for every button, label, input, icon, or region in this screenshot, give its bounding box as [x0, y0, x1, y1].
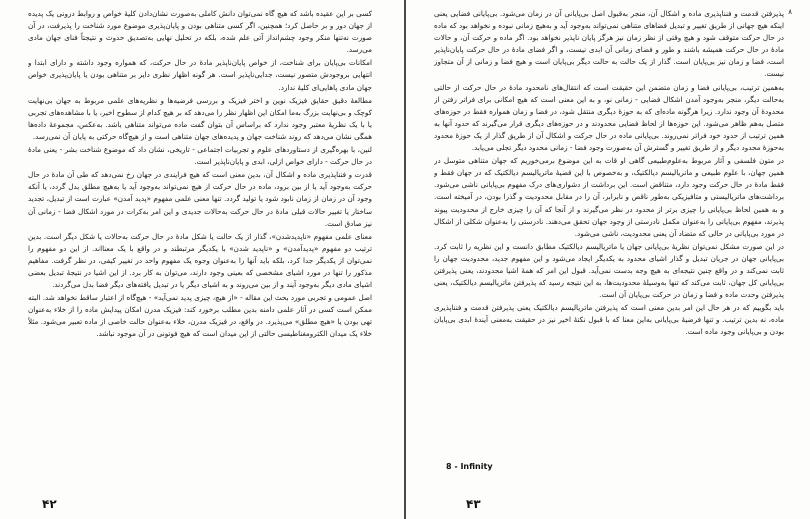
left-paragraph-4: لنین، با بهره‌گیری از دستاوردهای علوم و تجربیات اجتماعی - تاریخی، نشان داد که موضوع شناخت بشر - یعنی مادهٔ در حال حرکت - دارای خواص ازلی، ابدی و پایان‌ناپذیر است.	[28, 145, 372, 167]
left-paragraph-7: اصل عمومی و تجربی مورد بحث این مقاله - «از هیچ، چیزی پدید نمی‌آید» - هیچ‌گاه از اعتبار ساقط نخواهد شد. البته ممکن است کسی در آثار علمی دامنه بدین مطلب برخورد کند: فیزیک مدرن امکان پیدایش ماده را از خلاء به‌عنوان تهی بودن یا «هیچ مطلق» می‌پذیرد. در واقع، در فیزیک مدرن، خلاء به‌عنوان حالت خاصی از ماده تعبیر می‌شود. مثلاً خلاء یک میدان الکترومغناطیسی حالتی از این میدان است که هیچ فوتونی در آن موجود نباشد.	[28, 293, 372, 339]
left-page-body	[28, 8, 372, 488]
left-page-number: ۴۲	[42, 497, 57, 511]
left-page	[0, 0, 404, 519]
right-page-number: ۴۳	[466, 497, 481, 511]
right-page-body	[434, 8, 784, 436]
left-paragraph-1: کسی بر این عقیده باشد که هیچ گاه نمی‌توان دانش کاملی به‌صورت نشان‌دادن کلیهٔ خواص و روابط درونی یک پدیده از جهان دور و بر حاصل کرد؛ همچنین، اگر کسی متناهی بودن و پایان‌پذیری موضوع مورد شناخت را پذیرفت، در آن صورت نه‌تنها منکر وجود چشم‌انداز آتی علم شده، بلکه در تحلیل نهایی به‌تصدیق حدوث و نتیجتاً فنای جهان مادی می‌رسد.	[28, 9, 372, 55]
right-paragraph-5: باید بگوییم که در هر حال این امر بدین معنی است که پذیرفتن ماتریالیسم دیالکتیک یعنی پذیرفتن قدمت و فنناپذیری ماده، نه بدین ترتیب. و تنها فرضیهٔ بی‌پایانی به‌این معنا که با قبول نکتهٔ اخیر نیز در حقیقت به‌معنی آیندهٔ ابدی بی‌پایان بودن و بی‌پایانی وجود ماده است.	[434, 303, 784, 337]
right-page	[406, 0, 810, 519]
right-paragraph-1: پذیرفتن قدمت و فنناپذیری ماده و اشکال آن، منجر به‌قبول اصل بی‌پایانی آن در زمان می‌شود. بی‌پایانی فضایی یعنی اینکه هیچ جهانی از طریق تغییر و تبدیل فضاهای متناهی نمی‌تواند به‌وجود آید و به‌هیچ زمانی نبوده و نخواهد بود که ماده در حال حرکت متوقف شود و هیچ وقتی از نظر زمان نیز هرگز پایان ناپذیر نخواهد بود. اگر ماده و حرکت آن، و حالات مادهٔ در حال حرکت همیشه باشند و طور و فضای زمانی آن ابدی نیست، و اگر فضای مادهٔ در حال حرکت پایان‌ناپذیر است، فضا و زمان نیز بی‌پایان است. گذار از یک حالت به حالت دیگر بی‌پایان است و هیچ فضا و زمانی از آن متجاوز نیست.	[434, 9, 784, 79]
chapter-footer-label: 8 - Infinity	[446, 462, 493, 471]
left-paragraph-3: مطالعهٔ دقیق حقایق فیزیک نوین و اختر فیزیک و بررسی فرضیه‌ها و نظریه‌های علمی مربوط به جهان بی‌نهایت کوچک و بی‌نهایت بزرگ به‌ما امکان این اظهار نظر را می‌دهد که بر هیچ کدام از سطوح اخیر، یا با مشاهده‌های تجربی یا با یک نظریهٔ معتبر وجود ندارد که براساس آن بتوان گفت ماده می‌تواند متناهی باشد. به‌عکس، مجموعهٔ داده‌ها همگی نشان می‌دهد که روند شناخت جهان و پدیده‌های جهان متناهی است و از هیچ‌گاه حرکتی به پایان آن نمی‌رسد.	[28, 95, 372, 141]
footnote-marker: ۸	[788, 8, 792, 16]
left-paragraph-2: امکانات بی‌پایان برای شناخت، از خواص پایان‌ناپذیر مادهٔ در حال حرکت، که همواره وجود داشته و دارای ابتدا و انتهایی بروجودش متصور نیست، جدایی‌ناپذیر است. هر گونه اظهار نظری دایر بر متناهی بودن یا پایان‌پذیری خواص جهان مادی پاهایی‌ای کلیهٔ ندارد.	[28, 58, 372, 92]
right-paragraph-4: در این صورت مشکل نمی‌توان نظریهٔ بی‌پایانی جهان یا ماتریالیسم دیالکتیک مطابق دانست و این نظریه را ثابت کرد. بی‌پایانی جهان در جریان تبدیل و گذار اشیای محدود به یکدیگر ایجاد می‌شود و این مفهوم جدید، محدودیت جهان را ثابت نمی‌کند و در واقع چنین نتیجه‌ای به هیچ وجه بدست نمی‌آید. قبول این امر که همهٔ اشیا محدودند، یعنی پذیرفتن بی‌پایانی کل جهان، ثابت می‌کند که تنها به‌وسیلهٔ محدودیت‌ها، به این نتیجه رسید که پذیرفتن ماتریالیسم دیالکتیک، یعنی پذیرفتن وحدت ماده و فضا و زمان در حرکت بی‌پایان آن است.	[434, 241, 784, 300]
right-paragraph-3: در متون فلسفی و آثار مربوط به‌علوم‌طبیعی گاهی او قات به این موضوع برمی‌خوریم که جهان متناهی متوسل در همین جهان، با علوم طبیعی و ماتریالیسم دیالکتیک، و به‌خصوص با این قضیهٔ ماتریالیسم دیالکتیک که در جهان فقط و فقط مادهٔ در حال حرکت وجود دارد، متناقض است. این برداشت از دشواری‌های درک مفهوم بی‌پایانی ناشی می‌شود. برداشت‌های ماتریالیستی و متافیزیکی به‌طور ناقص و نابرابر، آن را در مقابل محدودیت و گذرا بودن، در آمیخته است. و به همین لحاظ بی‌پایانی را چیزی برتر از محدود در نظر می‌گیرند و از آنجا که آن را چیزی خارج از محدودیت پیوند پذیرند، مفهوم بی‌پایانی را به‌عنوان مکمل نادرستی از وجود جهان تحقق می‌دهند. نادرستی را به‌عنوان شکلی از اشکال در مورد بی‌پایانی در حالی که متضاد آن یعنی محدودیت، ناشی می‌شود.	[434, 156, 784, 238]
left-paragraph-5: قدرت و فنناپذیری ماده و اشکال آن، بدین معنی است که هیچ فرایندی در جهان رخ نمی‌دهد که طی آن مادهٔ در حال حرکت به‌وجود آید یا از بین برود، ماده در حال حرکت از هیچ نمی‌تواند به‌وجود آید یا به‌هیچ مطلق بدل گردد، یا آنکه وجود آن در زمان از زمان نابود شود یا تولید گردد. تنها معنی علمی مفهوم «پدید آمدن» عبارت است از تبدیل، تجدید ساختار یا تغییر حالات قبلی مادهٔ در حال حرکت به‌حالات جدیدی و این امر به‌کرات در مورد اشکال فضا - زمانی آن نیز صادق است.	[28, 170, 372, 228]
left-paragraph-6: معنای علمی مفهوم «ناپدیدشدن»، گذار از یک حالت یا شکل مادهٔ در حال حرکت به‌حالات یا شکل دیگر است. بدین ترتیب دو مفهوم «پدیدآمدن» و «ناپدید شدن» با یکدیگر مرتبطند و در واقع با یک معنا‌اند. از این دو مفهوم را نمی‌توان از یکدیگر جدا کرد، بلکه باید آنها را به‌عنوان وجوه یک مفهوم واحد در تغییر کیفی، در نظر گرفت. مفاهیم مذکور را تنها در مورد اشیای مشخصی که بعینی وجود دارند، می‌توان به کار برد. از این اشیا در نتیجهٔ تبدیل بعضی اشیای مادی دیگر به‌وجود آیند و از بین می‌روند و به اشیای دیگر یا در تبدیل یافته‌های دیگر فضا بدل می‌گردند.	[28, 231, 372, 290]
right-paragraph-2: به‌همین ترتیب، بی‌پایانی فضا و زمان متضمن این حقیقت است که انتقال‌های نامحدود مادهٔ در حال حرکت از حالتی به‌حالت دیگر، منجر به‌وجود آمدن اشکال فضایی - زمانی نو، و به این معنی است که هیچ امکانی برای فراتر رفتن از محدودهٔ آن وجود ندارد. زیرا هرگونه ماده‌ای که به حوزهٔ دیگری منتقل شود، در فضا و زمان همواره فقط در حوزه‌های متصل به‌هم ظاهر می‌شود. این حوزه‌ها از لحاظ فضایی محدودند و در حوزه‌های دیگری قرار می‌گیرند که حدود آنها به همین ترتیب از حدود خود فراتر نمی‌روند. بی‌پایانی ماده در حال حرکت و اشکال آن از طریق گذار از یک حوزهٔ محدود به‌حوزهٔ محدود دیگر و از طریق تغییر و گسترش آن به‌صورت وجود فضا - زمانی محدود دیگر تجلی می‌یابد.	[434, 82, 784, 153]
